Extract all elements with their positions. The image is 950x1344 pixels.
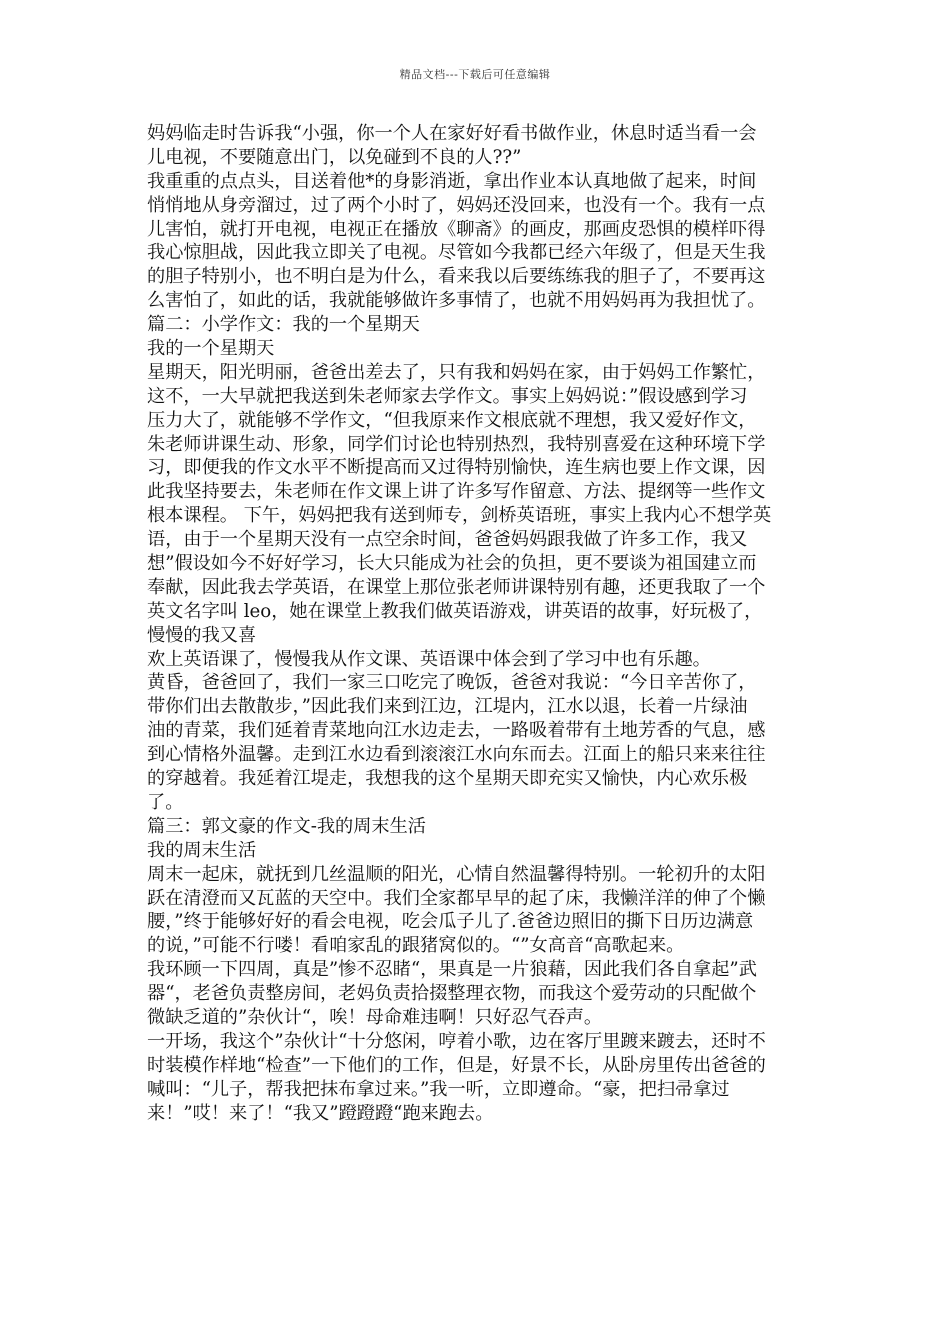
text-line: 篇三：郭文豪的作文-我的周末生活 xyxy=(147,815,426,837)
text-line: 周末一起床，就抚到几丝温顺的阳光，心情自然温馨得特别。一轮初升的太阳 xyxy=(147,863,766,885)
text-line: 油的青菜，我们延着青菜地向江水边走去，一路吸着带有土地芳香的气息，感 xyxy=(147,720,766,742)
text-line: 时装模作样地“检查”一下他们的工作，但是，好景不长，从卧房里传出爸爸的 xyxy=(147,1054,766,1076)
text-line: 篇二：小学作文：我的一个星期天 xyxy=(147,314,420,336)
text-line: 我心惊胆战，因此我立即关了电视。尽管如今我都已经六年级了，但是天生我 xyxy=(147,242,766,264)
text-line: 儿电视，不要随意出门，以免碰到不良的人??” xyxy=(147,146,522,168)
text-line: 星期天，阳光明丽，爸爸出差去了，只有我和妈妈在家，由于妈妈工作繁忙， xyxy=(147,361,766,383)
text-line: 朱老师讲课生动、形象，同学们讨论也特别热烈，我特别喜爱在这种环境下学 xyxy=(147,433,766,455)
text-line: 英文名字叫 leo，她在课堂上教我们做英语游戏，讲英语的故事，好玩极了， xyxy=(147,600,763,622)
text-line: 到心情格外温馨。走到江水边看到滚滚江水向东而去。江面上的船只来来往往 xyxy=(147,744,766,766)
text-line: 微缺乏道的”杂伙计“，唉！母命难违啊！只好忍气吞声。 xyxy=(147,1006,603,1028)
text-line: 腰，”终于能够好好的看会电视，吃会瓜子儿了.爸爸边照旧的撕下日历边满意 xyxy=(147,911,754,933)
text-line: 根本课程。 下午，妈妈把我有送到师专，剑桥英语班，事实上我内心不想学英 xyxy=(147,505,772,527)
text-line: 一开场，我这个”杂伙计“十分悠闲，哼着小歌，边在客厅里踱来踱去，还时不 xyxy=(147,1030,766,1052)
text-line: 奉献，因此我去学英语，在课堂上那位张老师讲课特别有趣，还更我取了一个 xyxy=(147,576,766,598)
text-line: 压力大了，就能够不学作文，“但我原来作文根底就不理想，我又爱好作文， xyxy=(147,409,757,431)
text-line: 欢上英语课了，慢慢我从作文课、英语课中体会到了学习中也有乐趣。 xyxy=(147,648,711,670)
text-line: 儿害怕，就打开电视，电视正在播放《聊斋》的画皮，那画皮恐惧的模样吓得 xyxy=(147,218,766,240)
text-line: 妈妈临走时告诉我“小强，你一个人在家好好看书做作业，休息时适当看一会 xyxy=(147,123,757,144)
text-line: 习，即便我的作文水平不断提高而又过得特别愉快，连生病也要上作文课，因 xyxy=(147,457,766,479)
text-line: 我环顾一下四周，真是”惨不忍睹“，果真是一片狼藉，因此我们各自拿起”武 xyxy=(147,959,757,981)
text-line: 我重重的点点头，目送着他*的身影消逝，拿出作业本认真地做了起来，时间 xyxy=(147,170,757,192)
text-line: 带你们出去散散步，”因此我们来到江边，江堤内，江水以退，长着一片绿油 xyxy=(147,696,748,718)
text-line: 黄昏，爸爸回了，我们一家三口吃完了晚饭，爸爸对我说：“今日辛苦你了， xyxy=(147,672,757,694)
text-line: 喊叫：“儿子，帮我把抹布拿过来。”我一听，立即遵命。“豪，把扫帚拿过 xyxy=(147,1078,730,1100)
text-line: 的说，”可能不行喽！看咱家乱的跟猪窝似的。“”女高音“高歌起来。 xyxy=(147,935,685,957)
text-line: 我的一个星期天 xyxy=(147,338,275,360)
text-line: 慢慢的我又喜 xyxy=(147,624,257,646)
text-line: 我的周末生活 xyxy=(147,839,257,861)
text-line: 了。 xyxy=(147,791,184,813)
text-line: 这不，一大早就把我送到朱老师家去学作文。事实上妈妈说：”假设感到学习 xyxy=(147,385,748,407)
text-line: 语，由于一个星期天没有一点空余时间，爸爸妈妈跟我做了许多工作，我又 xyxy=(147,529,748,551)
text-line: 的胆子特别小，也不明白是为什么，看来我以后要练练我的胆子了，不要再这 xyxy=(147,266,766,288)
document-body xyxy=(147,122,817,1125)
text-line: 的穿越着。我延着江堤走，我想我的这个星期天即充实又愉快，内心欢乐极 xyxy=(147,768,748,790)
text-line: 器“，老爸负责整房间，老妈负责拾掇整理衣物，而我这个爱劳动的只配做个 xyxy=(147,983,757,1005)
text-line: 悄悄地从身旁溜过，过了两个小时了，妈妈还没回来，也没有一个。我有一点 xyxy=(147,194,766,216)
text-line: 此我坚持要去，朱老师在作文课上讲了许多写作留意、方法、提纲等一些作文 xyxy=(147,481,766,503)
text-line: 么害怕了，如此的话，我就能够做许多事情了，也就不用妈妈再为我担忧了。 xyxy=(147,290,766,312)
text-line: 来！”哎！来了！“我又”蹬蹬蹬“跑来跑去。 xyxy=(147,1102,494,1124)
text-line: 想”假设如今不好好学习，长大只能成为社会的负担，更不要谈为祖国建立而 xyxy=(147,553,757,575)
page-header: 精品文档---下载后可任意编辑 xyxy=(399,68,551,81)
text-line: 跃在清澄而又瓦蓝的天空中。我们全家都早早的起了床，我懒洋洋的伸了个懒 xyxy=(147,887,766,909)
